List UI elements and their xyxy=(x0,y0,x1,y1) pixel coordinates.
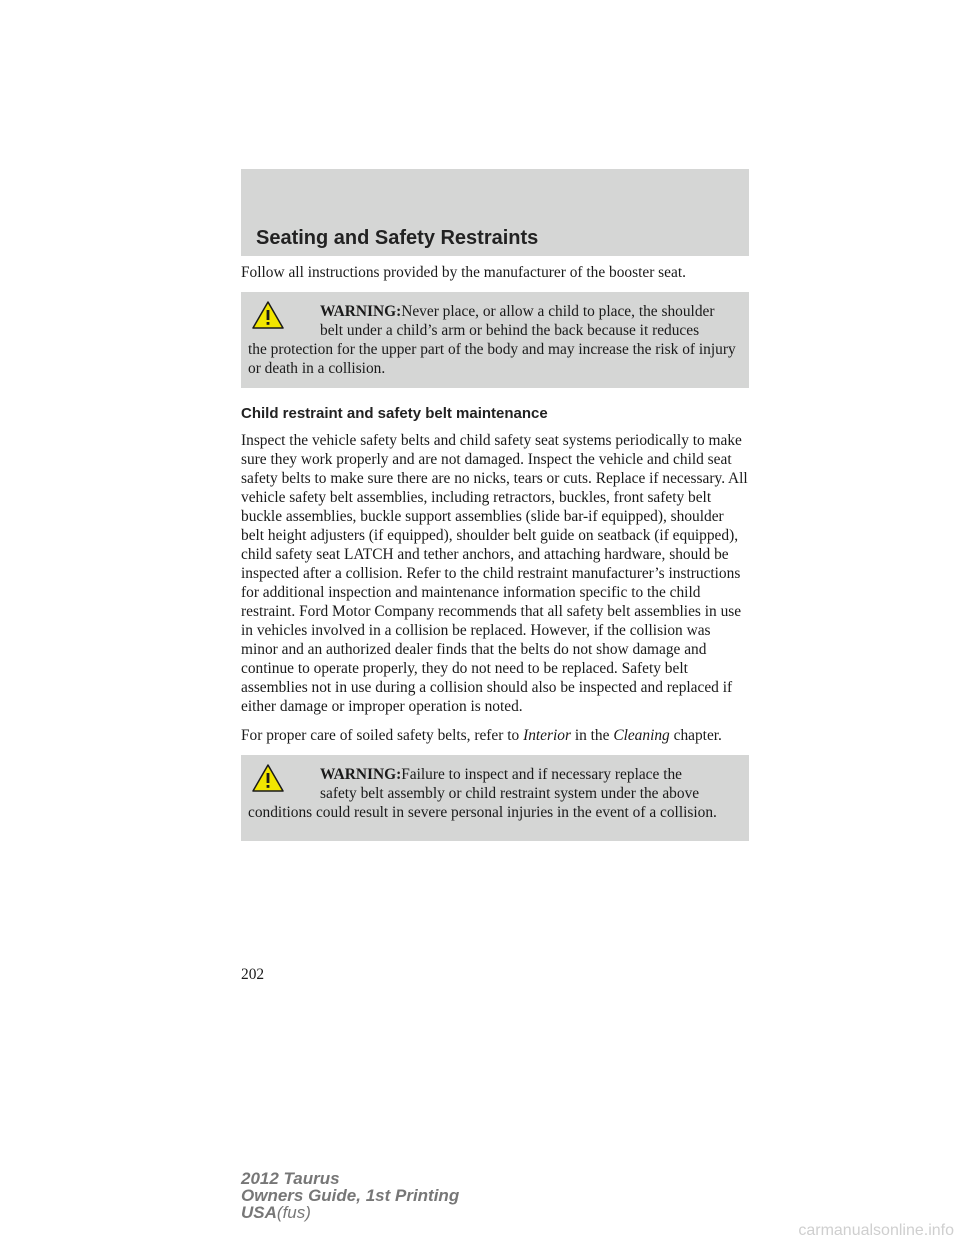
footer-edition: Owners Guide, 1st Printing xyxy=(241,1186,460,1205)
care-paragraph xyxy=(241,726,749,745)
warning-rest: the protection for the upper part of the body and may increase the risk of injury or death in a collision. xyxy=(248,341,736,377)
warning-text xyxy=(248,765,741,822)
warning-text xyxy=(248,302,741,378)
watermark-text: carmanualsonline.info xyxy=(798,1222,954,1239)
care-ref-interior: Interior xyxy=(523,727,571,744)
maintenance-paragraph: Inspect the vehicle safety belts and child safety seat systems periodically to make sure they work properly and are not damaged. Inspect the vehicle and child seat safety belts to make sure there are no nicks, tears or cuts. Replace if necessary. All vehicle safety belt assemblies, including retractors, buckles, front safety belt buckle assemblies, buckle support assemblies (slide bar-if equipped), shoulder belt height adjusters (if equipped), shoulder belt guide on seatback (if equipped), child safety seat LATCH and tether anchors, and attaching hardware, should be inspected after a collision. Refer to the child restraint manufacturer’s instructions for additional inspection and maintenance information specific to the child restraint. Ford Motor Company recommends that all safety belt assemblies in use in vehicles involved in a collision be replaced. However, if the collision was minor and an authorized dealer finds that the belts do not show damage and continue to operate properly, they do not need to be replaced. Safety belt assemblies not in use during a collision should also be inspected and replaced if either damage or improper operation is noted. xyxy=(241,432,748,715)
document-footer xyxy=(241,1170,459,1221)
footer-model: 2012 Taurus xyxy=(241,1169,340,1188)
warning-box-booster xyxy=(241,292,749,388)
warning-line2: safety belt assembly or child restraint system under the above xyxy=(320,785,700,802)
warning-box-inspection xyxy=(241,755,749,841)
intro-paragraph: Follow all instructions provided by the manufacturer of the booster seat. xyxy=(241,264,686,281)
warning-line1: Never place, or allow a child to place, the shoulder xyxy=(401,303,715,320)
warning-triangle-icon xyxy=(251,763,285,793)
care-suffix: chapter. xyxy=(673,727,722,744)
section-title: Seating and Safety Restraints xyxy=(256,227,539,249)
warning-lead xyxy=(248,302,741,321)
footer-country: USA xyxy=(241,1203,277,1222)
warning-label: WARNING: xyxy=(320,303,402,320)
care-prefix: For proper care of soiled safety belts, refer to xyxy=(241,727,520,744)
warning-rest: conditions could result in severe personal injuries in the event of a collision. xyxy=(248,804,717,821)
warning-lead xyxy=(248,765,741,784)
warning-triangle-icon xyxy=(251,300,285,330)
maintenance-heading: Child restraint and safety belt maintenance xyxy=(241,405,548,422)
section-header-band xyxy=(241,169,749,256)
warning-line1: Failure to inspect and if necessary replace the xyxy=(401,766,682,783)
warning-label: WARNING: xyxy=(320,766,402,783)
footer-code: (fus) xyxy=(276,1203,311,1222)
footer-market xyxy=(241,1204,459,1221)
warning-line2: belt under a child’s arm or behind the back because it reduces xyxy=(320,322,700,339)
page-number: 202 xyxy=(241,966,265,983)
care-middle: in the xyxy=(574,727,610,744)
care-ref-cleaning: Cleaning xyxy=(613,727,670,744)
page-content xyxy=(241,263,749,857)
